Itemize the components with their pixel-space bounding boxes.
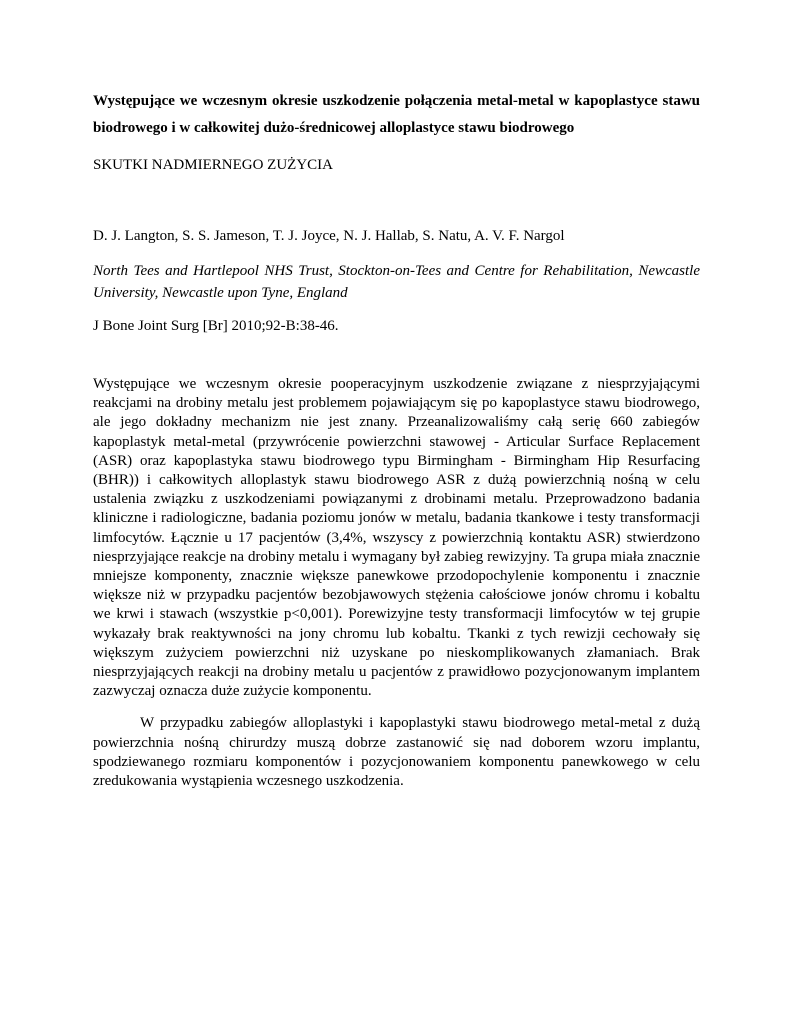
abstract-paragraph: Występujące we wczesnym okresie pooperacyjnym uszkodzenie związane z niesprzyjającymi reakcjami na drobiny metalu jest problemem pojawiającym się po kapoplastyce stawu biodrowego, ale jego dokładny mechanizm nie jest znany. Przeanalizowaliśmy całą serię 660 zabiegów kapoplastyk metal-metal (przywrócenie powierzchni stawowej - Articular Surface Replacement (ASR) oraz kapoplastyka stawu biodrowego typu Birmingham - Birmingham Hip Resurfacing (BHR)) i całkowitych alloplastyk stawu biodrowego ASR z dużą powierzchnią nośną w celu ustalenia związku z uszkodzeniami powiązanymi z drobinami metalu. Przeprowadzono badania kliniczne i radiologiczne, badania poziomu jonów w metalu, badania tkankowe i testy transformacji limfocytów. Łącznie u 17 pacjentów (3,4%, wszyscy z powierzchnią kontaktu ASR) stwierdzono niesprzyjające reakcje na drobiny metalu i wymagany był zabieg rewizyjny. Ta grupa miała znacznie mniejsze komponenty, znacznie większe panewkowe przodopochylenie komponentu i znacznie większe niż w przypadku pacjentów bezobjawowych stężenia całościowe jonów chromu i kobaltu we krwi i stawach (wszystkie p<0,001). Porewizyjne testy transformacji limfocytów w tej grupie wykazały brak reaktywności na jony chromu lub kobaltu. Tkanki z tych rewizji cechowały się większym zużyciem powierzchni niż uzyskane po nieskomplikowanych złamaniach. Brak niesprzyjających reakcji na drobiny metalu u pacjentów z prawidłowo pozycjonowanym implantem zazwyczaj oznacza duże zużycie komponentu. bbox=[93, 376, 700, 700]
affiliation: North Tees and Hartlepool NHS Trust, Stockton-on-Tees and Centre for Rehabilitation, Newcastle University, Newcastle upon Tyne, England bbox=[93, 263, 700, 301]
closing-paragraph: W przypadku zabiegów alloplastyki i kapoplastyki stawu biodrowego metal-metal z dużą powierzchnia nośną chirurdzy muszą dobrze zastanowić się nad doborem wzoru implantu, spodziewanego rozmiaru komponentów i pozycjonowaniem komponentu panewkowego w celu zredukowania wystąpienia wczesnego uszkodzenia. bbox=[93, 715, 700, 790]
author-list: D. J. Langton, S. S. Jameson, T. J. Joyce, N. J. Hallab, S. Natu, A. V. F. Nargol bbox=[93, 228, 565, 244]
document-page bbox=[93, 88, 700, 791]
citation: J Bone Joint Surg [Br] 2010;92-B:38-46. bbox=[93, 318, 339, 334]
article-subtitle: SKUTKI NADMIERNEGO ZUŻYCIA bbox=[93, 157, 333, 173]
article-title: Występujące we wczesnym okresie uszkodzenie połączenia metal-metal w kapoplastyce stawu biodrowego i w całkowitej dużo-średnicowej alloplastyce stawu biodrowego bbox=[93, 93, 700, 136]
